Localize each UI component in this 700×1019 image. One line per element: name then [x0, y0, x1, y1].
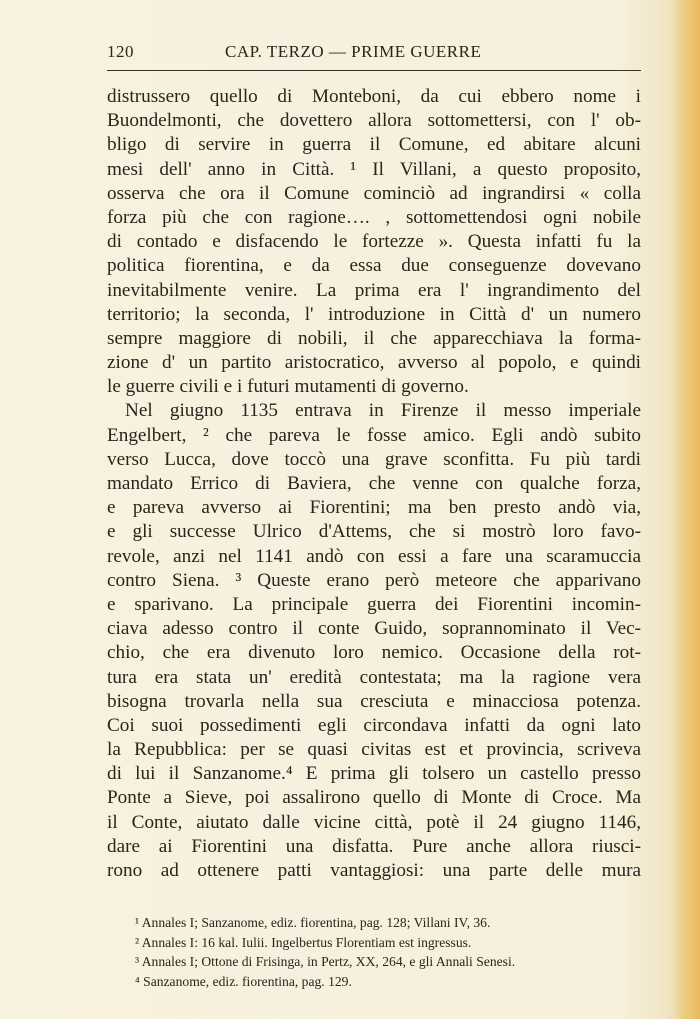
body-text	[107, 85, 641, 883]
text-line: la Repubblica: per se quasi civitas est et provincia, scriveva	[107, 739, 641, 761]
running-title: CAP. TERZO — PRIME GUERRE	[225, 42, 482, 61]
text-line: chio, che era divenuto loro nemico. Occasione della rot-	[107, 642, 641, 664]
page-edge	[674, 0, 700, 1019]
text-line: di lui il Sanzanome.⁴ E prima gli tolsero un castello presso	[107, 763, 641, 785]
text-line: e gli successe Ulrico d'Attems, che si mostrò loro favo-	[107, 521, 641, 543]
page-header	[107, 42, 641, 66]
text-line: territorio; la seconda, l' introduzione in Città d' un numero	[107, 303, 641, 325]
text-line: il Conte, aiutato dalle vicine città, potè il 24 giugno 1146,	[107, 811, 641, 833]
text-line: Ponte a Sieve, poi assalirono quello di Monte di Croce. Ma	[107, 787, 641, 809]
text-line: sempre maggiore di nobili, il che apparecchiava la forma-	[107, 327, 641, 349]
text-line: osserva che ora il Comune cominciò ad ingrandirsi « colla	[107, 182, 641, 204]
text-line: e sparivano. La principale guerra dei Fiorentini incomin-	[107, 593, 641, 615]
text-line: Engelbert, ² che pareva le fosse amico. Egli andò subito	[107, 424, 641, 446]
footnote: ¹ Annales I; Sanzanome, ediz. fiorentina, pag. 128; Villani IV, 36.	[135, 915, 491, 930]
footnote: ³ Annales I; Ottone di Frisinga, in Pertz, XX, 264, e gli Annali Senesi.	[135, 954, 516, 969]
text-line: contro Siena. ³ Queste erano però meteore che apparivano	[107, 569, 641, 591]
text-line: mandato Errico di Baviera, che venne con qualche forza,	[107, 473, 641, 494]
text-line: zione d' un partito aristocratico, avverso al popolo, e quindi	[107, 352, 641, 374]
text-line: mesi dell' anno in Città. ¹ Il Villani, a questo proposito,	[107, 158, 641, 180]
text-line: Coi suoi possedimenti egli circondava infatti da ogni lato	[107, 714, 641, 736]
text-line: politica fiorentina, e da essa due conseguenze dovevano	[107, 255, 641, 277]
text-line: bligo di servire in guerra il Comune, ed abitare alcuni	[107, 134, 641, 156]
text-line: Buondelmonti, che dovettero allora sottomettersi, con l' ob-	[107, 110, 641, 132]
text-line: forza più che con ragione…. , sottomettendosi ogni nobile	[107, 206, 641, 228]
text-line: le guerre civili e i futuri mutamenti di governo.	[107, 376, 469, 398]
text-line: e pareva avverso ai Fiorentini; ma ben presto andò via,	[107, 497, 641, 519]
text-line: revole, anzi nel 1141 andò con essi a fare una scaramuccia	[107, 545, 641, 567]
page-number: 120	[107, 42, 134, 61]
header-rule	[107, 70, 641, 71]
text-line: di contado e disfacendo le fortezze ». Questa infatti fu la	[107, 231, 641, 253]
text-line: distrussero quello di Monteboni, da cui ebbero nome i	[107, 86, 641, 107]
text-line: bisogna trovarla nella sua cresciuta e minacciosa potenza.	[107, 690, 641, 712]
footnotes	[135, 913, 645, 991]
footnote: ² Annales I: 16 kal. Iulii. Ingelbertus Florentiam est ingressus.	[135, 934, 472, 950]
text-line: ciava adesso contro il conte Guido, soprannominato il Vec-	[107, 618, 641, 640]
footnote: ⁴ Sanzanome, ediz. fiorentina, pag. 129.	[135, 973, 352, 989]
text-line: Nel giugno 1135 entrava in Firenze il messo imperiale	[125, 400, 641, 422]
text-line: inevitabilmente venire. La prima era l' ingrandimento del	[107, 279, 641, 301]
text-line: verso Lucca, dove toccò una grave sconfitta. Fu più tardi	[107, 448, 641, 470]
text-line: tura era stata un' eredità contestata; ma la ragione vera	[107, 666, 641, 688]
text-line: dare ai Fiorentini una disfatta. Pure anche allora riusci-	[107, 835, 641, 857]
text-line: rono ad ottenere patti vantaggiosi: una parte delle mura	[107, 860, 641, 881]
